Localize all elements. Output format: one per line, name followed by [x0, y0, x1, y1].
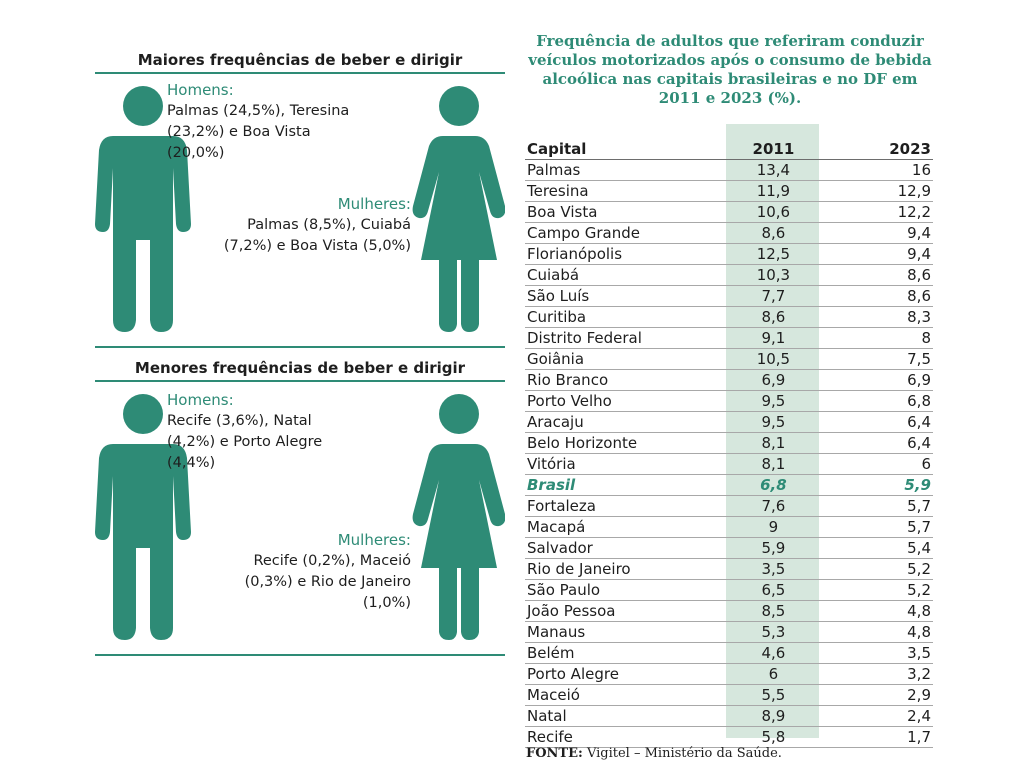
cell-2023: 3,5 — [820, 643, 933, 664]
cell-2011: 10,6 — [727, 202, 820, 223]
cell-capital: Maceió — [525, 685, 727, 706]
table-row — [525, 181, 933, 202]
cell-2023: 12,9 — [820, 181, 933, 202]
table-row — [525, 496, 933, 517]
cell-2023: 9,4 — [820, 223, 933, 244]
source-note — [526, 746, 782, 761]
cell-capital: Distrito Federal — [525, 328, 727, 349]
table-row — [525, 244, 933, 265]
cell-2023: 5,9 — [820, 475, 933, 496]
column-header-2011: 2011 — [727, 124, 820, 160]
cell-2011: 12,5 — [727, 244, 820, 265]
cell-2011: 8,5 — [727, 601, 820, 622]
table-row — [525, 307, 933, 328]
cell-2011: 9 — [727, 517, 820, 538]
women-label: Mulheres: — [337, 195, 411, 213]
cell-2011: 8,9 — [727, 706, 820, 727]
cell-2023: 6,8 — [820, 391, 933, 412]
men-label: Homens: — [167, 81, 234, 99]
table-row — [525, 601, 933, 622]
cell-2023: 8,6 — [820, 286, 933, 307]
men-lowest-text — [167, 390, 357, 474]
cell-2011: 5,3 — [727, 622, 820, 643]
women-highest-text — [211, 194, 411, 257]
cell-capital: Porto Alegre — [525, 664, 727, 685]
men-highest-text — [167, 80, 357, 164]
table-row — [525, 349, 933, 370]
cell-2011: 3,5 — [727, 559, 820, 580]
cell-2023: 5,2 — [820, 559, 933, 580]
table-row — [525, 286, 933, 307]
cell-2023: 9,4 — [820, 244, 933, 265]
cell-capital: Natal — [525, 706, 727, 727]
cell-2023: 5,4 — [820, 538, 933, 559]
cell-2023: 7,5 — [820, 349, 933, 370]
women-label: Mulheres: — [337, 531, 411, 549]
cell-2023: 5,7 — [820, 496, 933, 517]
cell-2011: 6 — [727, 664, 820, 685]
table-row — [525, 412, 933, 433]
cell-capital: Goiânia — [525, 349, 727, 370]
cell-2011: 10,5 — [727, 349, 820, 370]
table-row — [525, 727, 933, 748]
cell-capital: Vitória — [525, 454, 727, 475]
women-lowest-text — [211, 530, 411, 614]
cell-2023: 16 — [820, 160, 933, 181]
cell-2023: 8 — [820, 328, 933, 349]
data-table-container — [525, 124, 933, 748]
divider — [95, 72, 505, 74]
table-header-row — [525, 124, 933, 160]
cell-capital: Rio Branco — [525, 370, 727, 391]
panel-highest-frequencies — [95, 48, 505, 348]
cell-capital: Cuiabá — [525, 265, 727, 286]
table-row — [525, 391, 933, 412]
cell-capital: João Pessoa — [525, 601, 727, 622]
woman-figure-icon — [411, 84, 505, 334]
cell-2023: 4,8 — [820, 601, 933, 622]
column-header-capital: Capital — [525, 124, 727, 160]
cell-2011: 9,5 — [727, 391, 820, 412]
women-lowest-values: Recife (0,2%), Maceió (0,3%) e Rio de Janeiro (1,0%) — [244, 553, 411, 611]
cell-capital: Manaus — [525, 622, 727, 643]
cell-2023: 5,2 — [820, 580, 933, 601]
table-row — [525, 328, 933, 349]
cell-2023: 6 — [820, 454, 933, 475]
divider — [95, 346, 505, 348]
table-row — [525, 538, 933, 559]
table-row — [525, 454, 933, 475]
cell-2011: 11,9 — [727, 181, 820, 202]
cell-2011: 10,3 — [727, 265, 820, 286]
cell-capital: Curitiba — [525, 307, 727, 328]
cell-capital: Belo Horizonte — [525, 433, 727, 454]
cell-capital: São Luís — [525, 286, 727, 307]
panel-title: Maiores frequências de beber e dirigir — [137, 51, 463, 69]
cell-2011: 7,6 — [727, 496, 820, 517]
source-label: FONTE: — [526, 746, 583, 761]
cell-2011: 8,6 — [727, 307, 820, 328]
cell-capital: Teresina — [525, 181, 727, 202]
cell-capital: São Paulo — [525, 580, 727, 601]
cell-2023: 2,4 — [820, 706, 933, 727]
cell-2011: 6,9 — [727, 370, 820, 391]
cell-2023: 8,6 — [820, 265, 933, 286]
cell-2023: 2,9 — [820, 685, 933, 706]
panel-title: Menores frequências de beber e dirigir — [134, 359, 466, 377]
table-row — [525, 370, 933, 391]
cell-2011: 9,5 — [727, 412, 820, 433]
men-lowest-values: Recife (3,6%), Natal (4,2%) e Porto Alegre (4,4%) — [167, 413, 323, 471]
men-label: Homens: — [167, 391, 234, 409]
cell-2011: 8,1 — [727, 454, 820, 475]
table-row — [525, 622, 933, 643]
cell-2011: 7,7 — [727, 286, 820, 307]
cell-capital: Belém — [525, 643, 727, 664]
cell-capital: Palmas — [525, 160, 727, 181]
table-row — [525, 475, 933, 496]
cell-capital: Fortaleza — [525, 496, 727, 517]
cell-capital: Campo Grande — [525, 223, 727, 244]
table-row — [525, 202, 933, 223]
cell-capital: Aracaju — [525, 412, 727, 433]
cell-2011: 5,8 — [727, 727, 820, 748]
cell-2011: 8,6 — [727, 223, 820, 244]
cell-2023: 12,2 — [820, 202, 933, 223]
cell-2011: 5,5 — [727, 685, 820, 706]
table-row — [525, 643, 933, 664]
table-row — [525, 559, 933, 580]
column-header-2023: 2023 — [820, 124, 933, 160]
cell-2023: 3,2 — [820, 664, 933, 685]
chart-title: Frequência de adultos que referiram conduzir veículos motorizados após o consumo de bebida alcoólica nas capitais brasileiras e no DF em 2011 e 2023 (%). — [528, 32, 932, 107]
cell-2011: 9,1 — [727, 328, 820, 349]
woman-figure-icon — [411, 392, 505, 642]
panel-lowest-frequencies — [95, 356, 505, 656]
divider — [95, 654, 505, 656]
table-row — [525, 265, 933, 286]
cell-capital: Brasil — [525, 475, 727, 496]
cell-capital: Porto Velho — [525, 391, 727, 412]
cell-2011: 8,1 — [727, 433, 820, 454]
cell-2023: 5,7 — [820, 517, 933, 538]
cell-capital: Florianópolis — [525, 244, 727, 265]
table-row — [525, 580, 933, 601]
cell-2011: 13,4 — [727, 160, 820, 181]
cell-2023: 6,4 — [820, 412, 933, 433]
cell-2011: 4,6 — [727, 643, 820, 664]
source-text: Vigitel – Ministério da Saúde. — [582, 746, 782, 761]
table-body — [525, 160, 933, 748]
cell-2023: 1,7 — [820, 727, 933, 748]
table-row — [525, 706, 933, 727]
women-highest-values: Palmas (8,5%), Cuiabá (7,2%) e Boa Vista (5,0%) — [223, 217, 411, 254]
data-table — [525, 124, 933, 748]
cell-capital: Boa Vista — [525, 202, 727, 223]
table-row — [525, 517, 933, 538]
cell-2023: 6,9 — [820, 370, 933, 391]
men-highest-values: Palmas (24,5%), Teresina (23,2%) e Boa Vista (20,0%) — [167, 103, 350, 161]
cell-capital: Rio de Janeiro — [525, 559, 727, 580]
cell-capital: Macapá — [525, 517, 727, 538]
cell-2023: 4,8 — [820, 622, 933, 643]
cell-2023: 8,3 — [820, 307, 933, 328]
table-row — [525, 223, 933, 244]
cell-2011: 6,5 — [727, 580, 820, 601]
table-row — [525, 685, 933, 706]
cell-capital: Recife — [525, 727, 727, 748]
cell-2011: 6,8 — [727, 475, 820, 496]
cell-2023: 6,4 — [820, 433, 933, 454]
cell-2011: 5,9 — [727, 538, 820, 559]
table-row — [525, 664, 933, 685]
table-row — [525, 160, 933, 181]
table-row — [525, 433, 933, 454]
divider — [95, 380, 505, 382]
cell-capital: Salvador — [525, 538, 727, 559]
